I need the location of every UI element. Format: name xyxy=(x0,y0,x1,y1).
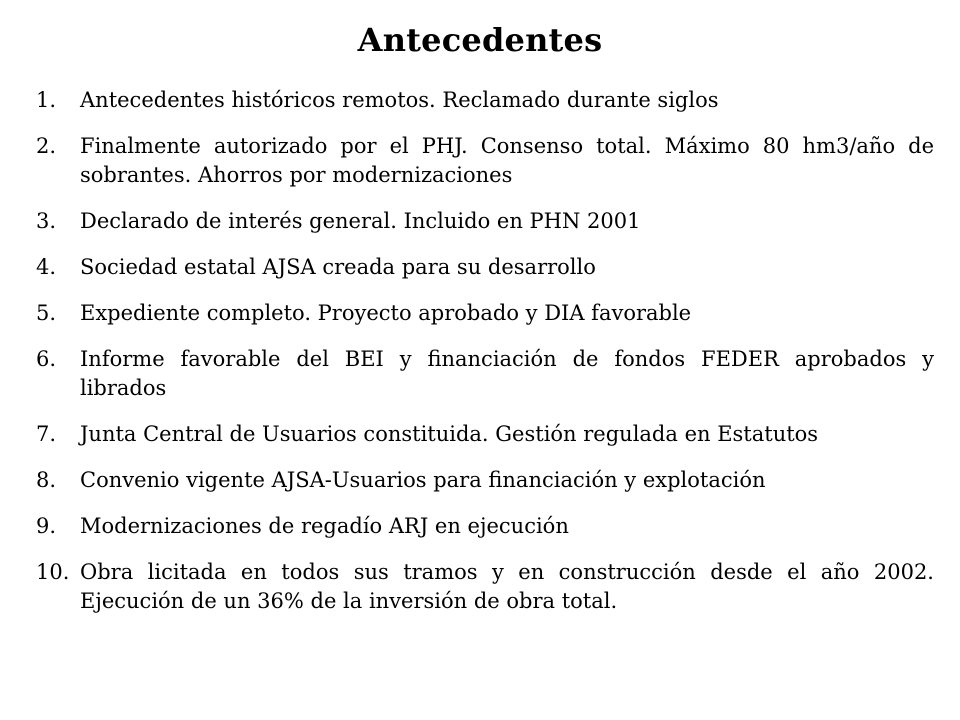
list-item xyxy=(36,132,934,190)
list-item-text: Finalmente autorizado por el PHJ. Consenso total. Máximo 80 hm3/año de sobrantes. Ahorros por modernizaciones xyxy=(80,134,934,187)
list-item-text: Declarado de interés general. Incluido en PHN 2001 xyxy=(80,209,641,233)
list-item-number: 1. xyxy=(36,88,57,112)
list-item xyxy=(36,512,934,541)
list-item-number: 7. xyxy=(36,422,57,446)
list-item-text: Obra licitada en todos sus tramos y en construcción desde el año 2002. Ejecución de un 36% de la inversión de obra total. xyxy=(80,560,934,613)
list-item xyxy=(36,345,934,403)
list-item-number: 10. xyxy=(36,560,70,584)
list-item-number: 6. xyxy=(36,347,57,371)
list-item-number: 5. xyxy=(36,301,57,325)
list-item xyxy=(36,253,934,282)
slide-title: Antecedentes xyxy=(357,21,603,59)
list-item xyxy=(36,420,934,449)
list-item xyxy=(36,466,934,495)
list-item-text: Antecedentes históricos remotos. Reclamado durante siglos xyxy=(80,88,719,112)
list-item-number: 9. xyxy=(36,514,57,538)
list-item-text: Junta Central de Usuarios constituida. Gestión regulada en Estatutos xyxy=(80,422,819,446)
list-item xyxy=(36,558,934,616)
list-item-text: Sociedad estatal AJSA creada para su desarrollo xyxy=(80,255,596,279)
list-item xyxy=(36,299,934,328)
list-item-text: Convenio vigente AJSA-Usuarios para financiación y explotación xyxy=(80,468,766,492)
list-item-number: 8. xyxy=(36,468,57,492)
list-item-text: Expediente completo. Proyecto aprobado y DIA favorable xyxy=(80,301,692,325)
antecedentes-list xyxy=(36,86,934,633)
list-item-text: Informe favorable del BEI y financiación de fondos FEDER aprobados y librados xyxy=(80,347,934,400)
list-item-number: 3. xyxy=(36,209,57,233)
list-item xyxy=(36,86,934,115)
list-item-number: 4. xyxy=(36,255,57,279)
list-item-number: 2. xyxy=(36,134,57,158)
list-item-text: Modernizaciones de regadío ARJ en ejecución xyxy=(80,514,569,538)
list-item xyxy=(36,207,934,236)
